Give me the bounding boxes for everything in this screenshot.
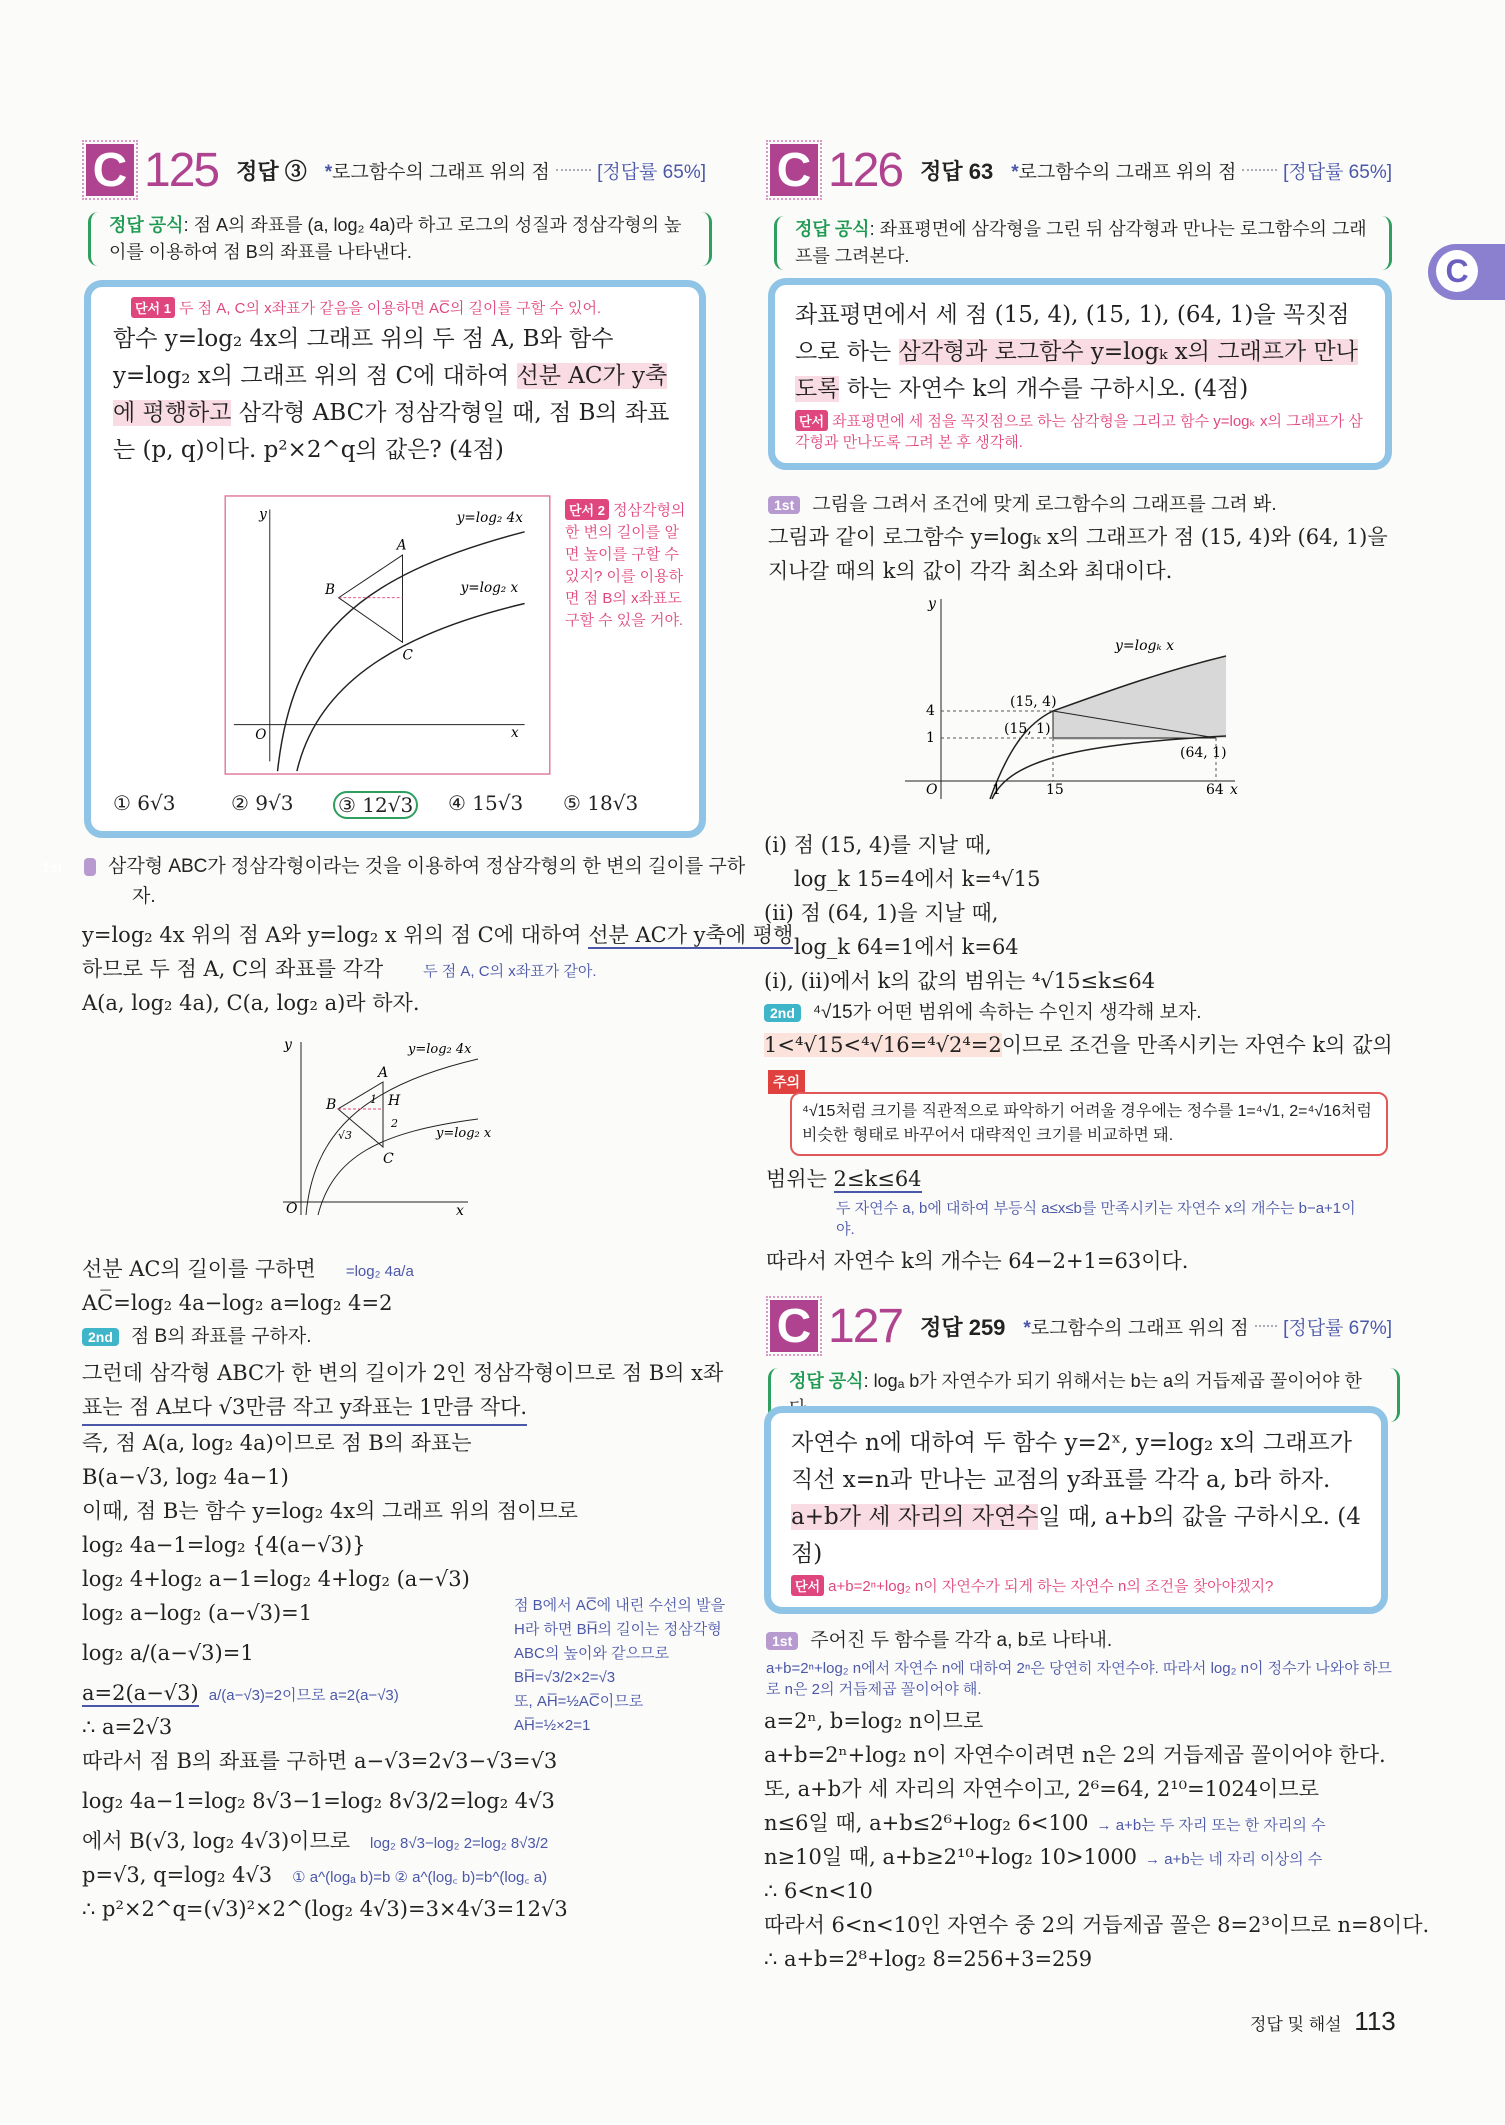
formula-text: : logₐ b가 자연수가 되기 위해서는 b는 a의 거듭제곱 꼴이어야 한: [863, 1371, 1362, 1391]
point-a-label: A: [378, 1065, 389, 1081]
sol-underline: 선분 AC가 y축에 평행: [588, 923, 794, 947]
step-1: [42, 852, 752, 912]
tick-y1: 1: [926, 730, 935, 746]
topic: [325, 157, 550, 184]
x-label: x: [456, 1203, 464, 1217]
side-note: a+b=2ⁿ+log₂ n에서 자연수 n에 대하여 2ⁿ은 당연히 자연수야. 따라서 log₂ n이 정수가 나와야 하므로 n은 2의 거듭제곱 꼴이어야 해.: [766, 1660, 1392, 1698]
note-line: AH̅=½×2=1: [514, 1717, 591, 1734]
sol-line: B(a−√3, log₂ 4a−1): [82, 1465, 289, 1489]
hint-text: 좌표평면에 세 점을 꼭짓점으로 하는 삼각형을 그리고 함수 y=logₖ x의 그래프가 삼각형과 만나도록 그려 본 후 생각해.: [795, 413, 1363, 451]
sol-line: log₂ 4+log₂ a−1=log₂ 4+log₂ (a−√3): [82, 1567, 470, 1591]
solution-127: [764, 1704, 1429, 1976]
sol-line: log₂ 4a−1=log₂ 8√3−1=log₂ 8√3/2=log₂ 4√3: [82, 1789, 555, 1813]
footer-label: 정답 및 해설: [1250, 2015, 1342, 2034]
curve1-label: y=log₂ 4x: [456, 510, 523, 527]
y-label: y: [284, 1037, 292, 1053]
sol-line: (i) 점 (15, 4)를 지날 때,: [764, 833, 992, 857]
solution-125-part1: [82, 918, 793, 1020]
curve1-label: y=log₂ 4x: [408, 1042, 472, 1057]
problem-text-part: 좌표평면에서 세 점 (15, 4), (15, 1), (64, 1)을 꼭짓점으로 하는: [795, 302, 1350, 365]
problem-graph: [219, 495, 556, 775]
hint-tag: 단서 2: [565, 499, 609, 520]
choice-1[interactable]: ① 6√3: [113, 791, 176, 815]
sol-line: 따라서 점 B의 좌표를 구하면 a−√3=2√3−√3=√3: [82, 1749, 558, 1773]
tick-y4: 4: [926, 703, 935, 719]
formula-text: : 좌표평면에 삼각형을 그린 뒤 삼각형과 만나는 로그함수의 그래프를 그려본다.: [795, 219, 1367, 266]
formula-label: 정답 공식: [109, 215, 184, 235]
choice-4[interactable]: ④ 15√3: [448, 791, 524, 815]
step-1: [768, 490, 1277, 520]
correct-rate: [정답률 65%]: [597, 161, 706, 183]
problem-text-part: 자연수 n에 대하여 두 함수 y=2ˣ, y=log₂ x의 그래프가 직선 x=n과 만나는 교점의 y좌표를 각각 a, b라 하자.: [791, 1430, 1352, 1493]
sol-line: (ii) 점 (64, 1)을 지날 때,: [764, 901, 999, 925]
point-c-label: C: [402, 647, 413, 664]
topic: [1023, 1313, 1248, 1340]
hint-text: 두 점 A, C의 x좌표가 같음을 이용하면 AC̅의 길이를 구할 수 있어.: [178, 300, 602, 317]
curve-label: y=logₖ x: [1115, 638, 1174, 654]
point-c-label: C: [383, 1151, 394, 1167]
origin-label: O: [255, 727, 267, 744]
sol-line: 표는 점 A보다 √3만큼 작고 y좌표는 1만큼 작다.: [82, 1390, 527, 1426]
topic-text: 로그함수의 그래프 위의 점: [1018, 161, 1237, 183]
triangle-abc: [339, 555, 403, 642]
problem-127-box: [764, 1406, 1388, 1614]
dotted-leader: [1242, 169, 1277, 171]
topic-text: 로그함수의 그래프 위의 점: [332, 161, 550, 183]
problem-number: 126: [828, 143, 903, 197]
y-label: y: [259, 506, 267, 523]
sol-line: 즉, 점 A(a, log₂ 4a)이므로 점 B의 좌표는: [82, 1431, 472, 1455]
sol-line: (i), (ii)에서 k의 값의 범위는 ⁴√15≤k≤64: [764, 969, 1156, 993]
length-sqrt3-label: √3: [338, 1129, 353, 1142]
hint-text: 정삼각형의 한 변의 길이를 알면 높이를 구할 수 있지? 이를 이용하면 점 B의 x좌표도 구할 수 있을 거야.: [565, 502, 686, 629]
sol-line: log_k 15=4에서 k=⁴√15: [794, 867, 1041, 891]
hint-tag: 단서: [795, 410, 828, 431]
problem-highlight: a+b가 세 자리의 자연수: [791, 1504, 1039, 1530]
formula-box: [88, 212, 712, 266]
side-note: =log₂ 4a/a: [345, 1263, 414, 1280]
sol-line: 하므로 두 점 A, C의 좌표를 각각: [82, 957, 384, 981]
choice-5[interactable]: ⑤ 18√3: [563, 791, 639, 815]
arrow-note: → a+b는 두 자리 또는 한 자리의 수: [1096, 1817, 1326, 1834]
step-text: 삼각형 ABC가 정삼각형이라는 것을 이용하여 정삼각형의 한 변의 길이를 구하자.: [108, 856, 746, 907]
inequality-highlight: 1<⁴√15<⁴√16=⁴√2⁴=2: [764, 1033, 1002, 1057]
sol-line: p=√3, q=log₂ 4√3: [82, 1863, 273, 1887]
ac-length: [82, 1252, 414, 1320]
choice-3-selected[interactable]: ③ 12√3: [333, 791, 418, 819]
sol-line: ∴ 6<n<10: [764, 1879, 873, 1903]
side-note: log₂ 8√3−log₂ 2=log₂ 8√3/2: [370, 1835, 549, 1852]
hint-2: [565, 499, 693, 632]
note-line: ABC의 높이와 같으므로: [514, 1645, 670, 1662]
sol-line: A(a, log₂ 4a), C(a, log₂ a)라 하자.: [82, 991, 420, 1015]
note-line: 점 B에서 AC̅에 내린 수선의 발을: [514, 1597, 726, 1614]
caution-box: ⁴√15처럼 크기를 직관적으로 파악하기 어려울 경우에는 정수를 1=⁴√1, 2=⁴√16처럼 비슷한 형태로 바꾸어서 대략적인 크기를 비교하면 돼.: [790, 1092, 1388, 1156]
arrow-note: → a+b는 네 자리 이상의 수: [1145, 1851, 1323, 1868]
problem-126-box: [768, 278, 1392, 470]
dotted-leader: [556, 169, 591, 171]
side-note: a/(a−√3)=2이므로 a=2(a−√3): [208, 1687, 399, 1704]
caution-tag: 주의: [768, 1070, 805, 1094]
chapter-badge: C: [86, 144, 134, 196]
problem-text-part: 함수 y=log₂ 4x의 그래프 위의 두 점 A, B와 함수 y=log₂ x의 그래프 위의 점 C에 대하여: [113, 326, 614, 389]
chapter-badge: C: [770, 144, 818, 196]
sol-line: 또, a+b가 세 자리의 자연수이고, 2⁶=64, 2¹⁰=1024이므로: [764, 1777, 1319, 1801]
hint-1: [131, 297, 601, 318]
point-b-label: B: [325, 581, 335, 598]
step-text: 그림을 그려서 조건에 맞게 로그함수의 그래프를 그려 봐.: [812, 494, 1277, 515]
tick-x1: 1: [992, 782, 1001, 798]
section-tab: [1428, 244, 1505, 300]
curve-log2-4x: [278, 532, 525, 771]
sol-line: ∴ a+b=2⁸+log₂ 8=256+3=259: [764, 1947, 1093, 1971]
step-text: ⁴√15가 어떤 범위에 속하는 수인지 생각해 보자.: [812, 1002, 1202, 1023]
formula-label: 정답 공식: [789, 1371, 864, 1391]
tick-x15: 15: [1046, 782, 1064, 798]
sol-line: log₂ a−log₂ (a−√3)=1: [82, 1601, 313, 1625]
side-note: ① a^(logₐ b)=b ② a^(log꜀ b)=b^(log꜀ a): [292, 1869, 548, 1886]
sol-line: ∴ p²×2^q=(√3)²×2^(log₂ 4√3)=3×4√3=12√3: [82, 1897, 568, 1921]
origin-label: O: [286, 1201, 298, 1217]
sol-underline: 2≤k≤64: [833, 1167, 922, 1191]
problem-125-box: [84, 280, 706, 838]
point-a-label: A: [396, 537, 407, 554]
x-label: x: [511, 725, 519, 742]
problem-highlight: 선분 AC가 y축에 평행하고: [113, 363, 668, 426]
hint: [791, 1575, 1361, 1597]
correct-rate: [정답률 65%]: [1283, 161, 1392, 183]
step-tag: 2nd: [764, 1004, 801, 1022]
problem-text-part: 삼각형 ABC가 정삼각형일 때, 점 B의 좌표는 (p, q)이다. p²×2^q의 값은? (4점): [113, 400, 670, 463]
point-64-1-label: (64, 1): [1180, 745, 1227, 761]
correct-rate: [정답률 67%]: [1283, 1317, 1392, 1339]
problem-text-part: 하는 자연수 k의 개수를 구하시오. (4점): [839, 376, 1249, 402]
sol-line: 에서 B(√3, log₂ 4√3)이므로: [82, 1829, 351, 1853]
curve2-label: y=log₂ x: [460, 579, 519, 596]
point-b-label: B: [326, 1097, 337, 1113]
x-label: x: [1230, 782, 1238, 798]
problem-126-header: [770, 140, 1392, 200]
step-text: 점 B의 좌표를 구하자.: [130, 1326, 312, 1347]
step-tag: 2nd: [82, 1328, 119, 1346]
answer: 정답 259: [920, 1314, 1006, 1340]
page-footer: [1250, 2006, 1396, 2037]
length-2-label: 2: [391, 1117, 398, 1130]
sol-line: log₂ a/(a−√3)=1: [82, 1641, 254, 1665]
step-tag: 1st: [766, 1632, 798, 1650]
problem-text: [113, 321, 683, 469]
problem-number: 125: [144, 143, 219, 197]
shaded-region: [1053, 656, 1226, 740]
hint-tag: 단서 1: [131, 297, 175, 318]
answer: 정답 ③: [236, 158, 307, 184]
hint: [795, 410, 1365, 453]
hint-text: a+b=2ⁿ+log₂ n이 자연수가 되게 하는 자연수 n의 조건을 찾아야겠지?: [828, 1578, 1274, 1595]
point-h-label: H: [388, 1093, 401, 1109]
problem-text-part: 일 때, a+b의 값을 구하시오. (4점): [791, 1504, 1361, 1567]
note-line: 또, AH̅=½AC̅이므로: [514, 1693, 644, 1710]
formula-box: [774, 216, 1392, 270]
curve2-label: y=log₂ x: [436, 1126, 492, 1141]
solution-graph: [278, 1037, 518, 1217]
sol-line: a=2(a−√3): [82, 1681, 199, 1705]
range: [766, 1162, 922, 1196]
tick-x64: 64: [1206, 782, 1224, 798]
step-tag: 1st: [84, 858, 96, 876]
final-126: 따라서 자연수 k의 개수는 64−2+1=63이다.: [766, 1249, 1189, 1273]
problem-highlight: 삼각형과 로그함수 y=logₖ x의 그래프가 만나도록: [795, 339, 1358, 402]
side-note: 두 점 A, C의 x좌표가 같아.: [423, 963, 597, 980]
problem-text: [795, 297, 1365, 408]
y-label: y: [928, 596, 936, 612]
curve-log2-x: [297, 604, 525, 772]
sol-line: 그런데 삼각형 ABC가 한 변의 길이가 2인 정삼각형이므로 점 B의 x좌: [82, 1361, 724, 1385]
topic: [1011, 157, 1236, 184]
problem-number: 127: [828, 1299, 903, 1353]
topic-text: 로그함수의 그래프 위의 점: [1030, 1317, 1249, 1339]
sol-line: a=2ⁿ, b=log₂ n이므로: [764, 1709, 984, 1733]
sol-line: n≥10일 때, a+b≥2¹⁰+log₂ 10>1000: [764, 1845, 1138, 1869]
problem-125-header: [86, 140, 706, 200]
sol-line: log_k 64=1에서 k=64: [794, 935, 1019, 959]
step-tag: 1st: [768, 496, 800, 514]
page-number: 113: [1354, 2006, 1396, 2036]
sol-line: 이때, 점 B는 함수 y=log₂ 4x의 그래프 위의 점이므로: [82, 1499, 578, 1523]
range-note: 두 자연수 a, b에 대하여 부등식 a≤x≤b를 만족시키는 자연수 x의 개수는 b−a+1이야.: [836, 1200, 1356, 1238]
length-1-label: 1: [370, 1093, 377, 1106]
origin-label: O: [926, 782, 938, 798]
sol-line: n≤6일 때, a+b≤2⁶+log₂ 6<100: [764, 1811, 1089, 1835]
chapter-badge: C: [770, 1300, 818, 1352]
note-line: H라 하면 BH̅의 길이는 정삼각형: [514, 1621, 722, 1638]
sol-line: y=log₂ 4x 위의 점 A와 y=log₂ x 위의 점 C에 대하여: [82, 923, 589, 947]
problem-text: [791, 1425, 1361, 1573]
sol-line: 이므로 조건을 만족시키는 자연수 k의 값의: [1001, 1033, 1393, 1057]
step-text: 주어진 두 함수를 각각 a, b로 나타내.: [810, 1630, 1113, 1651]
section-tab-letter: C: [1436, 250, 1478, 292]
sol-line: ∴ a=2√3: [82, 1715, 173, 1739]
step-2: [82, 1322, 312, 1352]
sol-line: 따라서 6<n<10인 자연수 중 2의 거듭제곱 꼴은 8=2³이므로 n=8이다.: [764, 1913, 1430, 1937]
solution-graph: [900, 594, 1250, 804]
sol-line: 선분 AC의 길이를 구하면: [82, 1257, 316, 1281]
step-1-text: 그림과 같이 로그함수 y=logₖ x의 그래프가 점 (15, 4)와 (64, 1)을 지나갈 때의 k의 값이 각각 최소와 최대이다.: [768, 525, 1388, 583]
hint-tag: 단서: [791, 1575, 824, 1596]
sol-line: AC̅=log₂ 4a−log₂ a=log₂ 4=2: [82, 1291, 393, 1315]
star-icon: *: [1011, 161, 1019, 183]
point-15-1-label: (15, 1): [1004, 721, 1051, 737]
choice-2[interactable]: ② 9√3: [231, 791, 294, 815]
star-icon: *: [324, 161, 333, 183]
problem-127-header: [770, 1296, 1392, 1356]
formula-label: 정답 공식: [795, 219, 870, 239]
sol-line: log₂ 4a−1=log₂ {4(a−√3)}: [82, 1533, 366, 1557]
note-line: BH̅=√3/2×2=√3: [514, 1669, 616, 1686]
solution-126: [764, 828, 1393, 1062]
point-15-4-label: (15, 4): [1010, 694, 1057, 710]
formula-text: : 점 A의 좌표를 (a, log₂ 4a)라 하고 로그의 성질과 정삼각형의 높이를 이용하여 점 B의 좌표를 나타낸다.: [109, 215, 682, 262]
step-1: [766, 1626, 1112, 1656]
star-icon: *: [1023, 1317, 1031, 1339]
sol-line: a+b=2ⁿ+log₂ n이 자연수이려면 n은 2의 거듭제곱 꼴이어야 한다.: [764, 1743, 1386, 1767]
sol-line: 범위는: [766, 1167, 834, 1191]
height-note: [514, 1594, 746, 1738]
answer: 정답 63: [920, 158, 994, 184]
dotted-leader: [1255, 1325, 1278, 1327]
